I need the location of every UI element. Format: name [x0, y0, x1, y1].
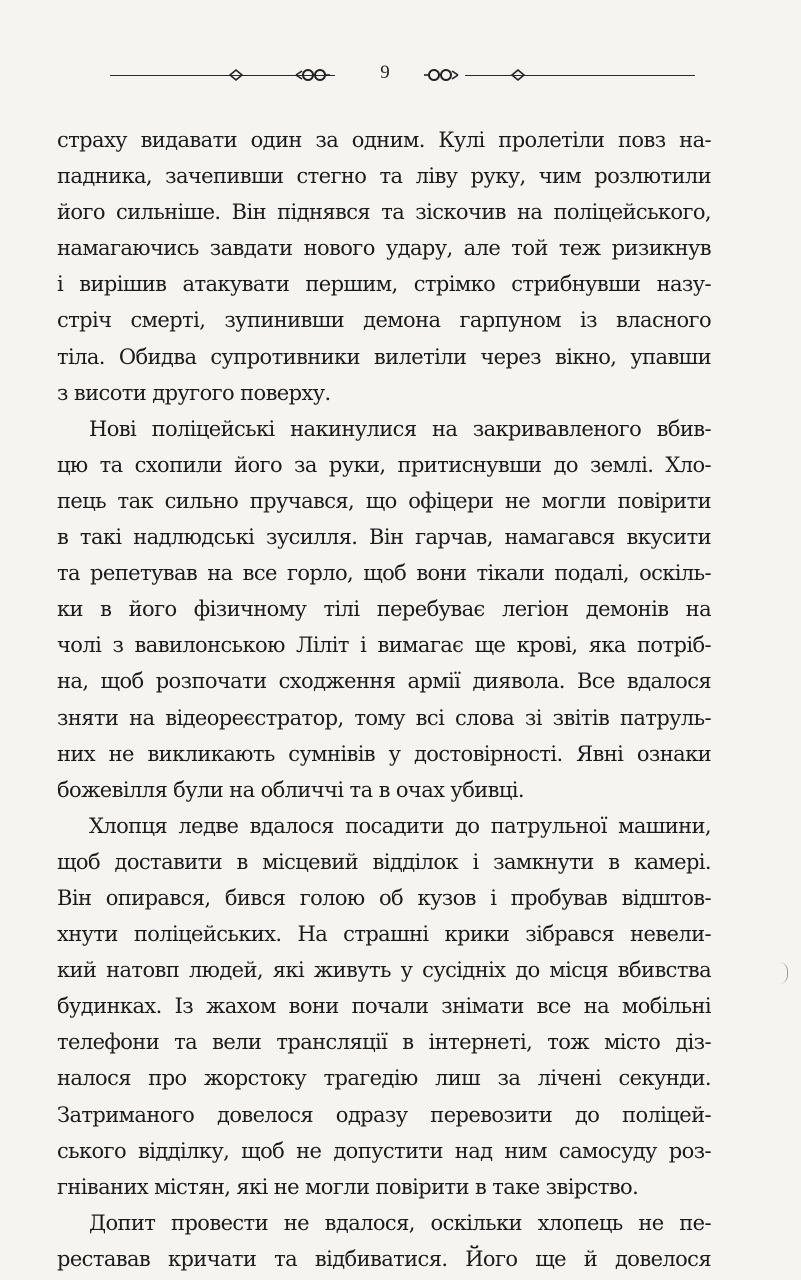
text-line: щоб доставити в місцевий відділок і замкнути в камері. [57, 849, 711, 874]
text-line: намагаючись завдати нового удару, але той теж ризикнув [57, 236, 711, 261]
text-line: Хлопця ледве вдалося посадити до патрульної машини, [89, 813, 711, 838]
paragraph-2 [57, 411, 711, 808]
running-header [0, 58, 801, 94]
paragraph-1 [57, 122, 711, 411]
text-line: реставав кричати та відбиватися. Його ще й довелося [57, 1246, 711, 1271]
text-line: ки в його фізичному тілі перебуває легіон демонів на [57, 597, 711, 622]
text-line: цю та схопили його за руки, притиснувши до землі. Хло- [57, 452, 711, 477]
text-line: них не викликають сумнівів у достовірності. Явні ознаки [57, 741, 711, 766]
text-line: та репетував на все горло, щоб вони тікали подалі, оскіль- [57, 561, 711, 586]
text-line: пець так сильно пручався, що офіцери не могли повірити [57, 488, 711, 513]
ornament-left-icon [226, 64, 336, 88]
page-edge-mark [779, 962, 788, 984]
text-line: на, щоб розпочати сходження армії диявола. Все вдалося [57, 669, 711, 694]
text-line: тіла. Обидва супротивники вилетіли через вікно, упавши [57, 344, 711, 369]
text-line: Затриманого довелося одразу перевозити до поліцей- [57, 1102, 711, 1127]
text-line: гніваних містян, які не могли повірити в таке звірство. [57, 1174, 639, 1199]
text-line: будинках. Із жахом вони почали знімати все на мобільні [57, 994, 711, 1019]
text-line: чолі з вавилонською Ліліт і вимагає ще крові, яка потріб- [57, 633, 711, 658]
text-line: його сильніше. Він піднявся та зіскочив на поліцейського, [57, 200, 711, 225]
text-line: стріч смерті, зупинивши демона гарпуном із власного [57, 308, 711, 333]
text-line: Він опирався, бився голою об кузов і пробував відштов- [57, 885, 711, 910]
text-line: з висоти другого поверху. [57, 380, 331, 405]
text-line: зняти на відеореєстратор, тому всі слова зі звітів патруль- [57, 705, 711, 730]
text-line: і вирішив атакувати першим, стрімко стрибнувши назу- [57, 272, 711, 297]
paragraph-4 [57, 1205, 711, 1277]
text-line: налося про жорстоку трагедію лиш за лічені секунди. [57, 1066, 711, 1091]
text-line: в такі надлюдські зусилля. Він гарчав, намагався вкусити [57, 525, 711, 550]
text-line: кий натовп людей, які живуть у сусідніх до місця вбивства [57, 958, 711, 983]
text-line: Допит провести не вдалося, оскільки хлопець не пе- [89, 1210, 711, 1235]
text-line: ського відділку, щоб не допустити над ним самосуду роз- [57, 1138, 711, 1163]
text-line: божевілля були на обличчі та в очах убивці. [57, 777, 524, 802]
text-line: телефони та вели трансляції в інтернеті, тож місто діз- [57, 1030, 711, 1055]
page-number: 9 [380, 62, 390, 83]
body-text [57, 122, 711, 1277]
text-line: страху видавати один за одним. Кулі пролетіли повз на- [57, 128, 711, 152]
paragraph-3 [57, 808, 711, 1205]
header-rule-right [465, 75, 695, 76]
text-line: падника, зачепивши стегно та ліву руку, чим розлютили [57, 164, 711, 189]
text-line: Нові поліцейські накинулися на закривавленого вбив- [89, 416, 711, 441]
text-line: хнути поліцейських. На страшні крики зібрався невели- [57, 922, 711, 947]
